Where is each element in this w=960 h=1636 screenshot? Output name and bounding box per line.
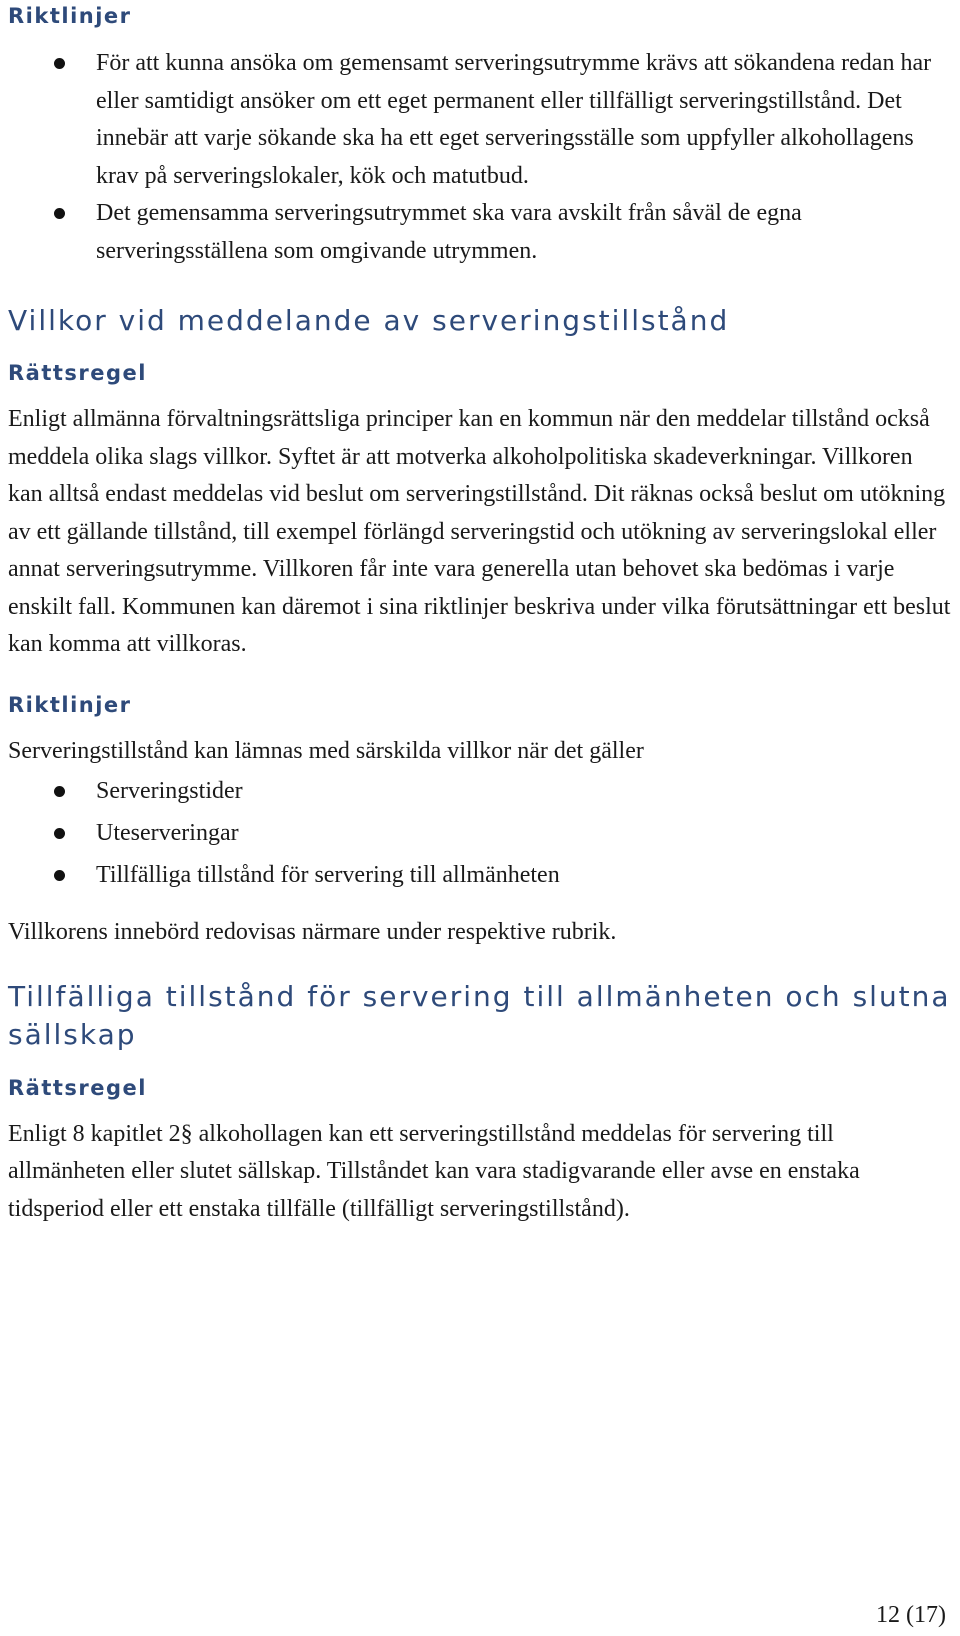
page-number: 12 (17): [876, 1602, 946, 1628]
section-heading-tillfalliga: Tillfälliga tillstånd för servering till allmänheten och slutna sällskap: [8, 979, 951, 1051]
paragraph-rattsregel: Enligt allmänna förvaltningsrättsliga principer kan en kommun när den meddelar tillstånd också meddela olika slags villkor. Syftet är att motverka alkoholpolitiska skadeverkningar. Villkoren kan alltså endast meddelas vid beslut om serveringstillstånd. Dit räknas också beslut om utökning av ett gällande tillstånd, till exempel förlängd serveringstid och utökning av serveringslokal eller annat serveringsutrymme. Villkoren får inte vara generella utan behovet ska bedömas i varje enskilt fall. Kommunen kan däremot i sina riktlinjer beskriva under vilka förutsättningar ett beslut kan komma att villkoras.: [8, 406, 951, 657]
list-item-text: Det gemensamma serveringsutrymmet ska vara avskilt från såväl de egna serveringsställena som omgivande utrymmen.: [96, 200, 802, 264]
bullet-icon: [54, 870, 65, 881]
list-item: [8, 195, 952, 270]
paragraph-rattsregel: Enligt 8 kapitlet 2§ alkohollagen kan ett serveringstillstånd meddelas för servering till allmänheten eller slutet sällskap. Tillståndet kan vara stadigvarande eller avse en enstaka tidsperiod eller ett enstaka tillfälle (tillfälligt serveringstillstånd).: [8, 1120, 860, 1222]
section-label-riktlinjer: Riktlinjer: [8, 4, 132, 28]
list-item-text: Serveringstider: [96, 778, 243, 804]
section-heading-villkor: Villkor vid meddelande av serveringstillstånd: [8, 304, 730, 337]
bullet-icon: [54, 208, 65, 219]
list-item-text: Uteserveringar: [96, 820, 239, 846]
list-item: [8, 770, 952, 812]
paragraph-riktlinjer-intro: Serveringstillstånd kan lämnas med särskilda villkor när det gäller: [8, 737, 644, 764]
bullet-list-riktlinjer: [8, 45, 952, 270]
document-page: [8, 0, 952, 1228]
bullet-icon: [54, 58, 65, 69]
list-item: [8, 854, 952, 896]
section-label-rattsregel: Rättsregel: [8, 361, 147, 385]
list-item: [8, 45, 952, 195]
bullet-icon: [54, 786, 65, 797]
bullet-icon: [54, 828, 65, 839]
paragraph-riktlinjer-outro: Villkorens innebörd redovisas närmare under respektive rubrik.: [8, 919, 617, 945]
section-label-rattsregel: Rättsregel: [8, 1075, 147, 1100]
list-item-text: Tillfälliga tillstånd för servering till allmänheten: [96, 862, 560, 888]
bullet-list-villkor: [8, 770, 952, 896]
list-item: [8, 812, 952, 854]
section-label-riktlinjer: Riktlinjer: [8, 692, 132, 717]
list-item-text: För att kunna ansöka om gemensamt serveringsutrymme krävs att sökandena redan har eller samtidigt ansöker om ett eget permanent eller tillfälligt serveringstillstånd. Det innebär att varje sökande ska ha ett eget serveringsställe som uppfyller alkohollagens krav på serveringslokaler, kök och matutbud.: [96, 50, 932, 189]
